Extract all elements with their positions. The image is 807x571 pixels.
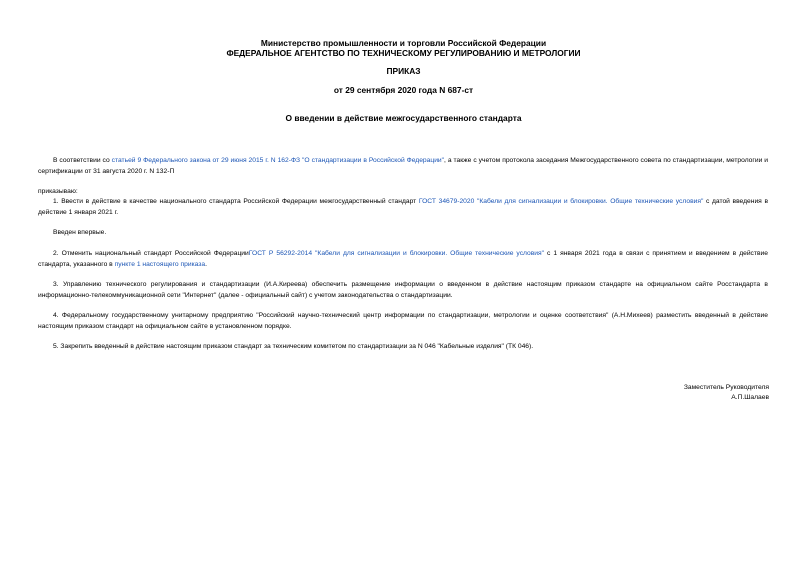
doc-date-number: от 29 сентября 2020 года N 687-ст	[333, 85, 474, 95]
item-1-text-a: 1. Ввести в действие в качестве национального стандарта Российской Федерации межгосударственный стандарт	[53, 198, 419, 205]
signatory-position: Заместитель Руководителя	[683, 384, 769, 391]
doc-type: ПРИКАЗ	[386, 66, 421, 76]
item-5: 5. Закрепить введенный в действие настоящим приказом стандарт за техническим комитетом по стандартизации за N 046 "Кабельные изделия" (ТК 046).	[53, 343, 534, 350]
item-1-reference-link[interactable]: пункте 1 настоящего приказа	[114, 260, 206, 268]
item-3: 3. Управлению технического регулирования и стандартизации (И.А.Киреева) обеспечить размещение информации о введенном в действие настоящим приказом стандарте на официальном сайте Росстандарта в информационно-телекоммуникационной сети "Интернет" (далее - официальный сайт) с учетом законодательства о стандартизации.	[38, 281, 768, 299]
item-2-text-a: 2. Отменить национальный стандарт Российской Федерации	[53, 250, 249, 257]
signatory-name: А.П.Шалаев	[731, 394, 769, 401]
law-link[interactable]: статьей 9 Федерального закона от 29 июня 2015 г. N 162-ФЗ "О стандартизации в Российской Федерации"	[111, 157, 445, 164]
item-2-text-c: .	[205, 260, 207, 268]
item-4: 4. Федеральному государственному унитарному предприятию "Российский научно-технический центр информации по стандартизации, метрологии и оценке соответствия" (А.Н.Михеев) разместить введенный в действие настоящим приказом стандарт на официальном сайте в установленном порядке.	[38, 312, 768, 330]
ministry-title: Министерство промышленности и торговли Российской Федерации	[260, 38, 547, 48]
agency-title: ФЕДЕРАЛЬНОЕ АГЕНТСТВО ПО ТЕХНИЧЕСКОМУ РЕГУЛИРОВАНИЮ И МЕТРОЛОГИИ	[226, 48, 581, 58]
preamble-paragraph	[38, 156, 768, 177]
doc-subject: О введении в действие межгосударственного стандарта	[285, 113, 522, 123]
item-2-text-b: с 1 января 2021 года в связи с принятием и введением в действие стандарта, указанного в	[38, 250, 768, 268]
item-1	[38, 197, 768, 218]
first-introduced-note: Введен впервые.	[53, 229, 107, 236]
order-word: приказываю:	[38, 188, 78, 195]
preamble-text-2: , а также с учетом протокола заседания Межгосударственного совета по стандартизации, метрологии и сертификации от 31 августа 2020 г. N 132-П	[38, 157, 768, 175]
item-2	[38, 249, 768, 270]
preamble-text-1: В соответствии со	[53, 157, 112, 164]
item-1-text-b: с датой введения в действие 1 января 2021 г.	[38, 198, 768, 216]
gost-r-56292-link[interactable]: ГОСТ Р 56292-2014 "Кабели для сигнализации и блокировки. Общие технические условия"	[248, 250, 545, 257]
gost-34679-link[interactable]: ГОСТ 34679-2020 "Кабели для сигнализации и блокировки. Общие технические условия"	[418, 198, 704, 205]
